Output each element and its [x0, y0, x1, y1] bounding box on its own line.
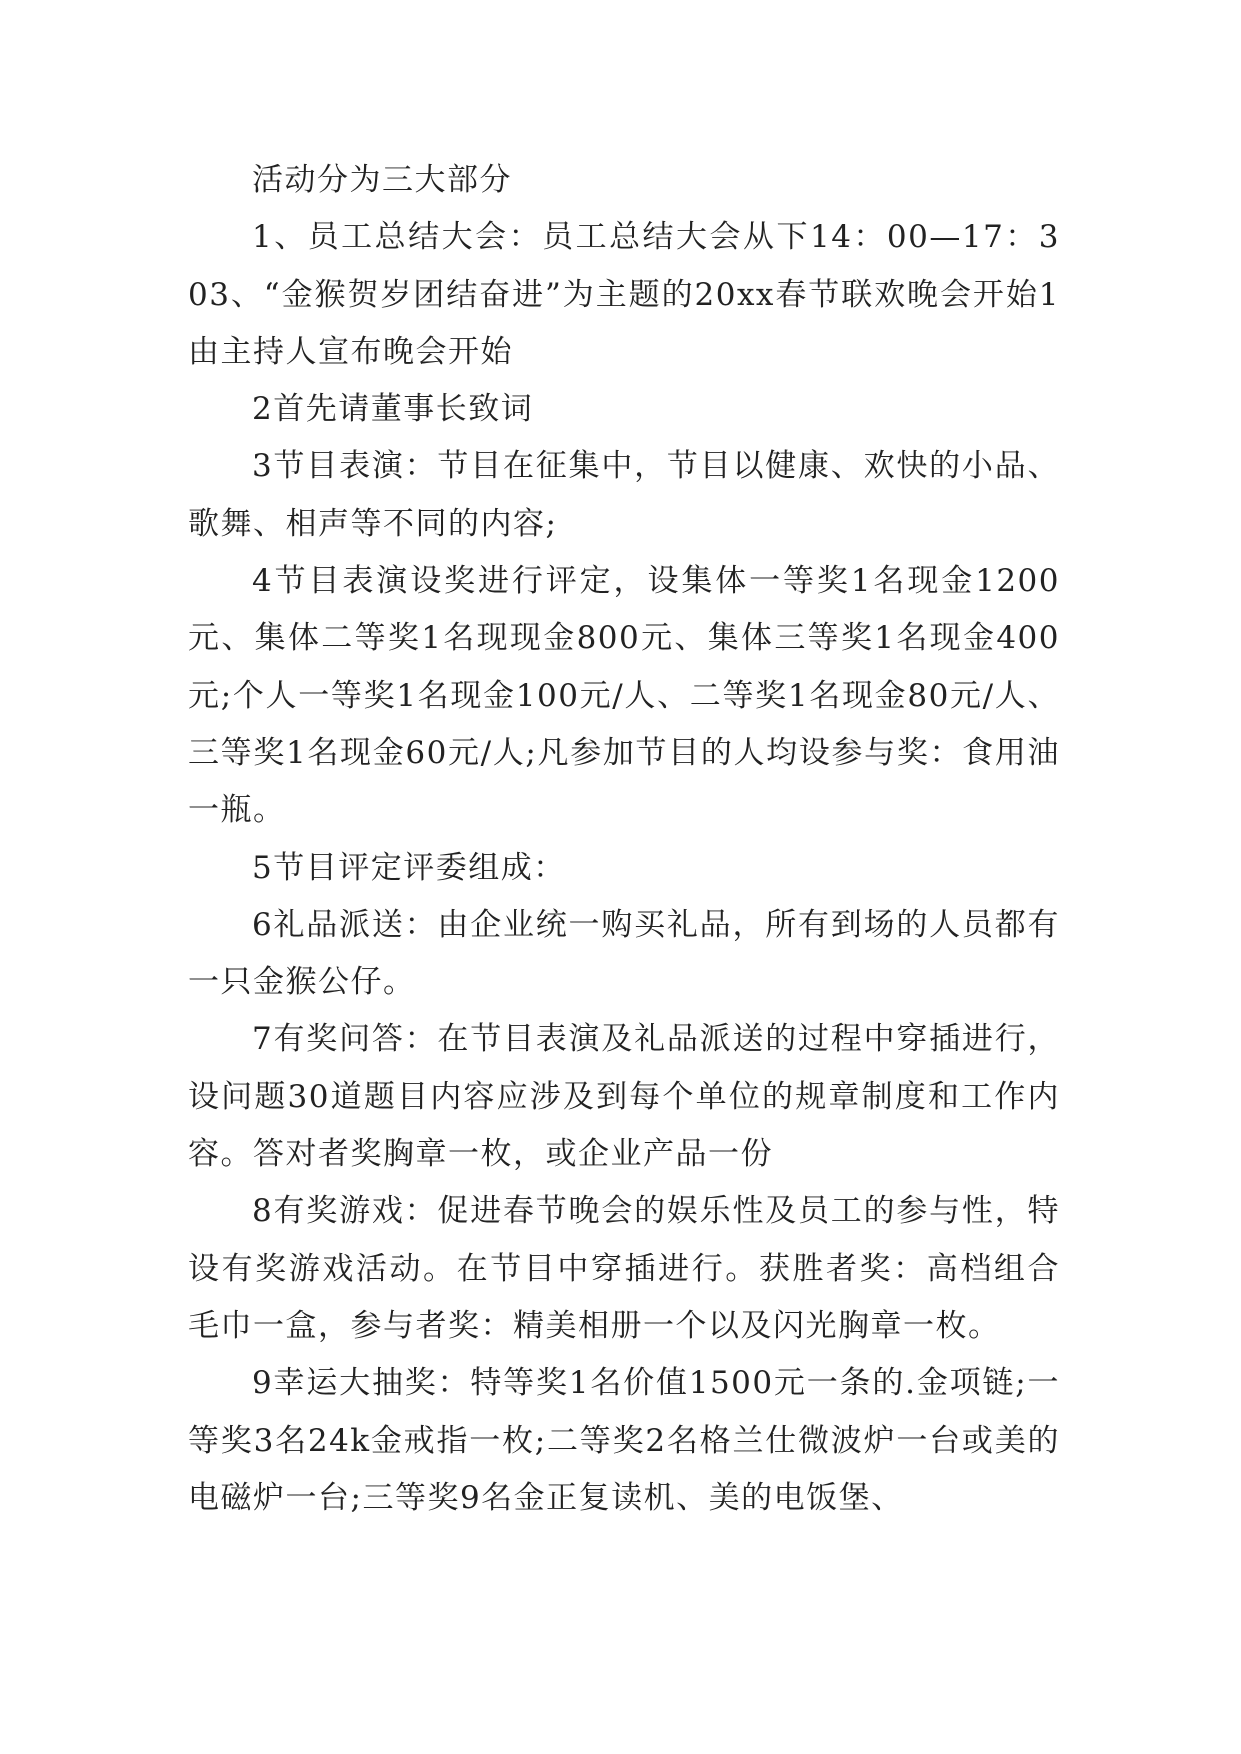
paragraph-item-9: 9幸运大抽奖：特等奖1名价值1500元一条的.金项链;一等奖3名24k金戒指一枚;二等奖2名格兰仕微波炉一台或美的电磁炉一台;三等奖9名金正复读机、美的电饭堡、	[188, 1365, 1060, 1516]
paragraph-item-2: 2首先请董事长致词	[252, 391, 534, 428]
paragraph-item-1: 1、员工总结大会：员工总结大会从下14：00—17：303、“金猴贺岁团结奋进”为主题的20xx春节联欢晚会开始1由主持人宣布晚会开始	[188, 219, 1060, 370]
paragraph-item-7: 7有奖问答：在节目表演及礼品派送的过程中穿插进行，设问题30道题目内容应涉及到每个单位的规章制度和工作内容。答对者奖胸章一枚，或企业产品一份	[188, 1021, 1060, 1173]
paragraph-item-8: 8有奖游戏：促进春节晚会的娱乐性及员工的参与性，特设有奖游戏活动。在节目中穿插进行。获胜者奖：高档组合毛巾一盒，参与者奖：精美相册一个以及闪光胸章一枚。	[188, 1193, 1060, 1344]
paragraph-item-6: 6礼品派送：由企业统一购买礼品，所有到场的人员都有一只金猴公仔。	[188, 906, 1060, 1001]
paragraph-item-4: 4节目表演设奖进行评定，设集体一等奖1名现金1200元、集体二等奖1名现现金800元、集体三等奖1名现金400元;个人一等奖1名现金100元/人、二等奖1名现金80元/人、三等奖1名现金60元/人;凡参加节目的人均设参与奖：食用油一瓶。	[188, 563, 1060, 829]
paragraph-item-5: 5节目评定评委组成：	[252, 849, 566, 886]
paragraph-activity-parts: 活动分为三大部分	[252, 162, 512, 198]
document-body	[188, 152, 1060, 1527]
paragraph-item-3: 3节目表演：节目在征集中，节目以健康、欢快的小品、歌舞、相声等不同的内容;	[188, 448, 1060, 542]
